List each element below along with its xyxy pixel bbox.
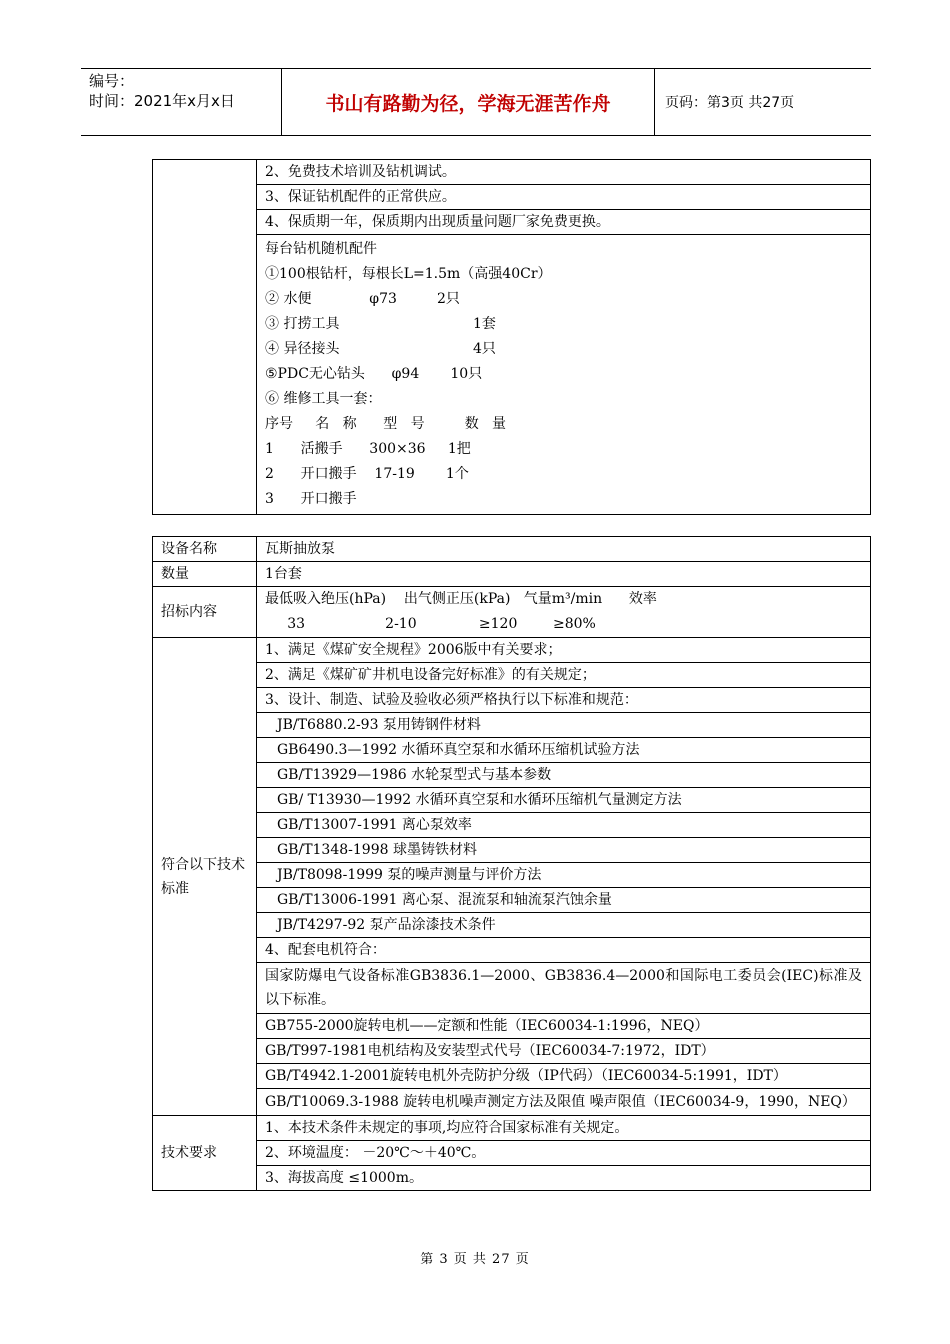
- table-row: [153, 1064, 871, 1089]
- standard-code-row: GB/ T13930—1992 水循环真空泵和水循环压缩机气量测定方法: [257, 788, 871, 813]
- standard-code-row: GB/T13007-1991 离心泵效率: [257, 813, 871, 838]
- table-row: [153, 713, 871, 738]
- table-row: [153, 1141, 871, 1166]
- date-label: 时间：2021年x月x日: [89, 92, 235, 110]
- standard-row: 2、满足《煤矿矿井机电设备完好标准》的有关规定；: [257, 663, 871, 688]
- table-row: [153, 888, 871, 913]
- table-row: [153, 587, 871, 638]
- table-row: [153, 963, 871, 1014]
- header-meta: [81, 69, 282, 135]
- accessory-line: 3 开口搬手: [265, 491, 357, 507]
- accessory-line: ①100根钻杆，每根长L=1.5m（高强40Cr）: [265, 266, 552, 282]
- table-row: [153, 235, 871, 515]
- motor-heading: 4、配套电机符合：: [257, 938, 871, 963]
- table-row: [153, 1039, 871, 1064]
- standard-code-row: GB/T13006-1991 离心泵、混流泵和轴流泵汽蚀余量: [257, 888, 871, 913]
- standard-code-row: JB/T4297-92 泵产品涂漆技术条件: [257, 913, 871, 938]
- motor-standard-row: 国家防爆电气设备标准GB3836.1—2000、GB3836.4—2000和国际电工委员会(IEC)标准及以下标准。: [257, 963, 871, 1014]
- page-footer: 第 3 页 共 27 页: [420, 1252, 530, 1267]
- standard-code-row: GB/T13929—1986 水轮泵型式与基本参数: [257, 763, 871, 788]
- motor-standard-row: GB/T997-1981电机结构及安装型式代号（IEC60034-7:1972，IDT）: [257, 1039, 871, 1064]
- drill-service-table: [152, 159, 871, 515]
- accessory-line: 1 活搬手 300×36 1把: [265, 441, 471, 457]
- motor-standard-row: GB755-2000旋转电机——定额和性能（IEC60034-1:1996，NEQ）: [257, 1014, 871, 1039]
- quantity-label: 数量: [153, 562, 257, 587]
- table-row: [153, 1014, 871, 1039]
- table-row: [153, 638, 871, 663]
- accessory-line: ④ 异径接头 4只: [265, 341, 496, 357]
- motor-standard-row: GB/T10069.3-1988 旋转电机噪声测定方法及限值 噪声限值（IEC60034-9，1990，NEQ）: [257, 1089, 871, 1116]
- standard-code-row: GB/T1348-1998 球墨铸铁材料: [257, 838, 871, 863]
- standard-row: 3、设计、制造、试验及验收必须严格执行以下标准和规范：: [257, 688, 871, 713]
- equipment-name-value: 瓦斯抽放泵: [257, 537, 871, 562]
- page-header: [81, 68, 871, 136]
- tender-label: 招标内容: [153, 587, 257, 638]
- accessory-line: ③ 打捞工具 1套: [265, 316, 496, 332]
- table-row: [153, 185, 871, 210]
- table-row: [153, 210, 871, 235]
- tech-requirement-row: 1、本技术条件未规定的事项,均应符合国家标准有关规定。: [257, 1116, 871, 1141]
- table-row: [153, 1166, 871, 1191]
- tender-content: [257, 587, 871, 638]
- accessory-line: 2 开口搬手 17-19 1个: [265, 466, 469, 482]
- table-row: [153, 913, 871, 938]
- equipment-name-label: 设备名称: [153, 537, 257, 562]
- table-row: [153, 813, 871, 838]
- table-row: [153, 863, 871, 888]
- accessory-line: ⑤PDC无心钻头 φ94 10只: [265, 366, 483, 382]
- standards-label: 符合以下技术标准: [153, 638, 257, 1116]
- tech-requirement-row: 2、环境温度： －20℃～＋40℃。: [257, 1141, 871, 1166]
- standard-row: 1、满足《煤矿安全规程》2006版中有关要求；: [257, 638, 871, 663]
- accessory-line: 序号 名 称 型 号 数 量: [265, 416, 507, 432]
- header-page-info: 页码：第3页 共27页: [665, 95, 795, 111]
- standard-code-row: JB/T6880.2-93 泵用铸钢件材料: [257, 713, 871, 738]
- accessory-line: ⑥ 维修工具一套：: [265, 391, 382, 407]
- tender-line: 最低吸入绝压(hPa) 出气侧正压(kPa) 气量m³/min 效率: [265, 591, 657, 607]
- standard-code-row: JB/T8098-1999 泵的噪声测量与评价方法: [257, 863, 871, 888]
- service-row: 3、保证钻机配件的正常供应。: [257, 185, 871, 210]
- standard-code-row: GB6490.3—1992 水循环真空泵和水循环压缩机试验方法: [257, 738, 871, 763]
- table-row: [153, 1089, 871, 1116]
- accessories-cell: [257, 235, 871, 515]
- table-row: [153, 738, 871, 763]
- tech-requirement-row: 3、海拔高度 ≤1000m。: [257, 1166, 871, 1191]
- table-row: [153, 663, 871, 688]
- empty-label-cell: [153, 160, 257, 515]
- table-row: [153, 938, 871, 963]
- pump-spec-table: [152, 536, 871, 1191]
- motor-standard-row: GB/T4942.1-2001旋转电机外壳防护分级（IP代码）（IEC60034-5:1991，IDT）: [257, 1064, 871, 1089]
- table-row: [153, 537, 871, 562]
- table-row: [153, 688, 871, 713]
- table-row: [153, 160, 871, 185]
- table-row: [153, 763, 871, 788]
- accessory-line: ② 水便 φ73 2只: [265, 291, 460, 307]
- code-label: 编号：: [89, 72, 135, 90]
- tech-requirements-label: 技术要求: [153, 1116, 257, 1191]
- service-row: 2、免费技术培训及钻机调试。: [257, 160, 871, 185]
- tender-line: 33 2-10 ≥120 ≥80%: [265, 616, 596, 632]
- table-row: [153, 788, 871, 813]
- accessory-line: 每台钻机随机配件: [265, 241, 377, 257]
- quantity-value: 1台套: [257, 562, 871, 587]
- service-row: 4、保质期一年，保质期内出现质量问题厂家免费更换。: [257, 210, 871, 235]
- table-row: [153, 562, 871, 587]
- table-row: [153, 1116, 871, 1141]
- header-motto: 书山有路勤为径，学海无涯苦作舟: [282, 69, 655, 135]
- table-row: [153, 838, 871, 863]
